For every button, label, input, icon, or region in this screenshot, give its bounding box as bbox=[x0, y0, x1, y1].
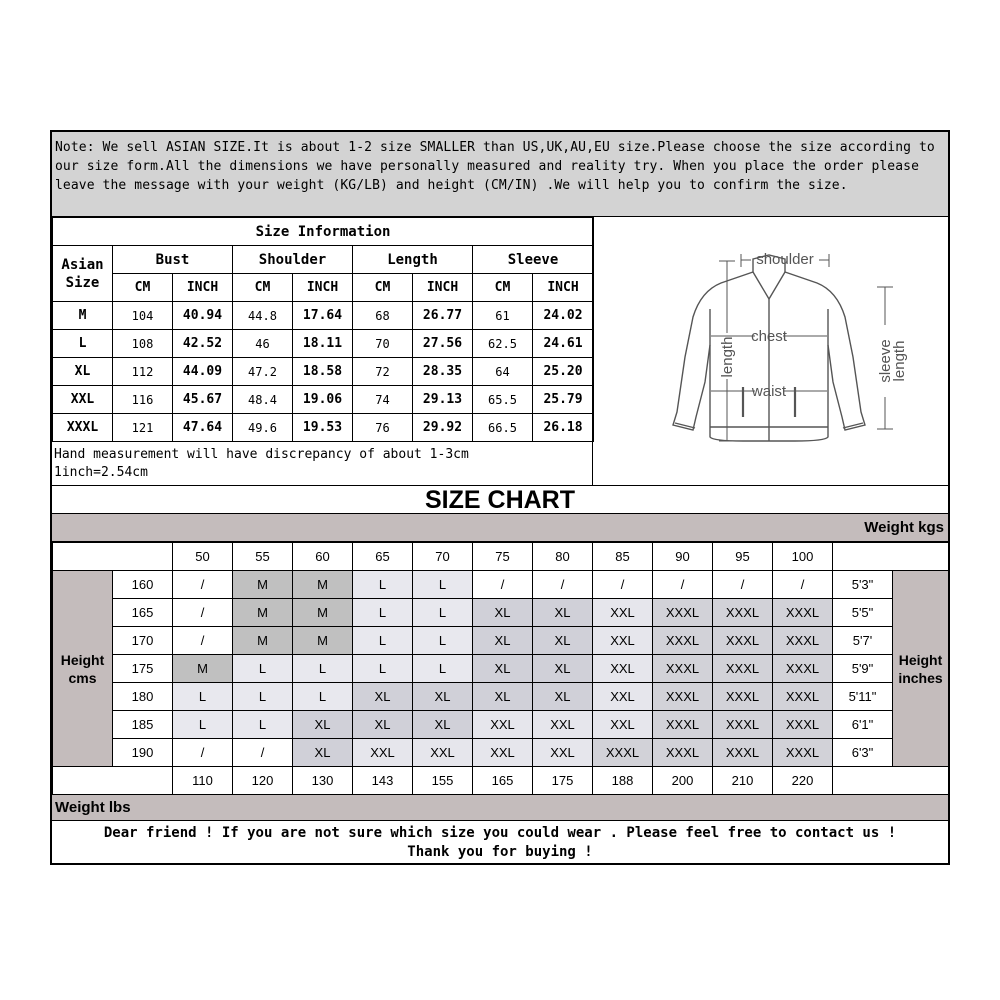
size-recommendation-cell: XXXL bbox=[653, 739, 713, 767]
size-recommendation-cell: XXXL bbox=[773, 655, 833, 683]
size-recommendation-cell: XXL bbox=[533, 739, 593, 767]
size-recommendation-cell: L bbox=[413, 655, 473, 683]
height-row bbox=[53, 627, 949, 655]
length-header: Length bbox=[353, 246, 473, 274]
inch-value: 17.64 bbox=[293, 302, 353, 330]
size-recommendation-cell: L bbox=[413, 571, 473, 599]
size-recommendation-cell: L bbox=[233, 655, 293, 683]
sleeve-header: Sleeve bbox=[473, 246, 594, 274]
weight-lbs-label: Weight lbs bbox=[52, 794, 948, 821]
weight-kg-row bbox=[53, 543, 949, 571]
unit-inch: INCH bbox=[173, 274, 233, 302]
size-info-row bbox=[53, 330, 594, 358]
asian-size-header: Asian Size bbox=[53, 246, 113, 302]
size-recommendation-cell: XXXL bbox=[653, 711, 713, 739]
inch-value: 44.09 bbox=[173, 358, 233, 386]
size-chart-sheet bbox=[50, 130, 950, 865]
size-recommendation-cell: L bbox=[353, 655, 413, 683]
size-recommendation-cell: XL bbox=[533, 683, 593, 711]
weight-kg-cell: 75 bbox=[473, 543, 533, 571]
size-info-row bbox=[53, 414, 594, 442]
cm-value: 61 bbox=[473, 302, 533, 330]
cm-value: 47.2 bbox=[233, 358, 293, 386]
shoulder-header: Shoulder bbox=[233, 246, 353, 274]
inch-value: 47.64 bbox=[173, 414, 233, 442]
cm-value: 112 bbox=[113, 358, 173, 386]
size-recommendation-cell: XL bbox=[473, 627, 533, 655]
size-info-row bbox=[53, 358, 594, 386]
length-label: length bbox=[719, 336, 736, 378]
height-inch-cell: 5'5" bbox=[833, 599, 893, 627]
weight-lbs-cell: 210 bbox=[713, 767, 773, 795]
inch-value: 25.79 bbox=[533, 386, 594, 414]
size-recommendation-cell: XXL bbox=[473, 711, 533, 739]
size-recommendation-cell: M bbox=[293, 571, 353, 599]
size-chart-rows bbox=[53, 543, 949, 795]
size-cell: L bbox=[53, 330, 113, 358]
shoulder-label: shoulder bbox=[756, 251, 814, 268]
weight-lbs-row bbox=[53, 767, 949, 795]
size-recommendation-cell: XXXL bbox=[773, 627, 833, 655]
height-inch-cell: 5'9" bbox=[833, 655, 893, 683]
weight-lbs-cell: 155 bbox=[413, 767, 473, 795]
size-chart-table bbox=[52, 542, 949, 795]
size-recommendation-cell: / bbox=[593, 571, 653, 599]
height-cm-cell: 170 bbox=[113, 627, 173, 655]
size-cell: XL bbox=[53, 358, 113, 386]
cm-value: 116 bbox=[113, 386, 173, 414]
cm-value: 48.4 bbox=[233, 386, 293, 414]
unit-cm: CM bbox=[113, 274, 173, 302]
size-recommendation-cell: XL bbox=[473, 683, 533, 711]
weight-kg-cell: 100 bbox=[773, 543, 833, 571]
unit-inch: INCH bbox=[413, 274, 473, 302]
height-inch-cell: 6'1" bbox=[833, 711, 893, 739]
inch-value: 28.35 bbox=[413, 358, 473, 386]
bust-header: Bust bbox=[113, 246, 233, 274]
height-cm-cell: 165 bbox=[113, 599, 173, 627]
weight-kg-cell: 60 bbox=[293, 543, 353, 571]
inch-value: 18.11 bbox=[293, 330, 353, 358]
blank-cell bbox=[53, 767, 173, 795]
weight-kg-cell: 95 bbox=[713, 543, 773, 571]
size-recommendation-cell: XL bbox=[293, 739, 353, 767]
weight-lbs-cell: 165 bbox=[473, 767, 533, 795]
size-recommendation-cell: XXXL bbox=[653, 655, 713, 683]
cm-value: 44.8 bbox=[233, 302, 293, 330]
chest-label: chest bbox=[751, 328, 787, 345]
size-recommendation-cell: / bbox=[473, 571, 533, 599]
size-recommendation-cell: L bbox=[293, 683, 353, 711]
weight-kg-cell: 55 bbox=[233, 543, 293, 571]
cm-value: 62.5 bbox=[473, 330, 533, 358]
inch-value: 40.94 bbox=[173, 302, 233, 330]
size-note: Note: We sell ASIAN SIZE.It is about 1-2 size SMALLER than US,UK,AU,EU size.Please choose the size according to our size form.All the dimensions we have personally measured and reality try. When you place the order please leave the message with your weight (KG/LB) and height (CM/IN) .We will help you to confirm the size. bbox=[52, 132, 948, 217]
size-recommendation-cell: XL bbox=[533, 599, 593, 627]
height-inches-label-line-1: Height bbox=[898, 651, 943, 668]
size-recommendation-cell: XL bbox=[353, 711, 413, 739]
size-recommendation-cell: XXXL bbox=[593, 739, 653, 767]
size-recommendation-cell: XL bbox=[413, 683, 473, 711]
size-recommendation-cell: XXXL bbox=[713, 739, 773, 767]
size-recommendation-cell: XL bbox=[413, 711, 473, 739]
cm-value: 65.5 bbox=[473, 386, 533, 414]
size-recommendation-cell: XXXL bbox=[713, 683, 773, 711]
size-recommendation-cell: L bbox=[353, 599, 413, 627]
cm-value: 66.5 bbox=[473, 414, 533, 442]
height-cms-label bbox=[53, 571, 113, 767]
size-recommendation-cell: / bbox=[173, 599, 233, 627]
inch-value: 26.18 bbox=[533, 414, 594, 442]
height-cms-label-line-2: cms bbox=[68, 669, 97, 686]
height-row bbox=[53, 711, 949, 739]
weight-lbs-cell: 110 bbox=[173, 767, 233, 795]
size-recommendation-cell: L bbox=[353, 571, 413, 599]
inch-value: 18.58 bbox=[293, 358, 353, 386]
size-recommendation-cell: L bbox=[173, 711, 233, 739]
size-recommendation-cell: / bbox=[173, 571, 233, 599]
size-recommendation-cell: L bbox=[233, 683, 293, 711]
height-inch-cell: 5'3" bbox=[833, 571, 893, 599]
size-recommendation-cell: XXL bbox=[533, 711, 593, 739]
size-recommendation-cell: XXL bbox=[593, 599, 653, 627]
size-recommendation-cell: XL bbox=[533, 627, 593, 655]
inch-value: 26.77 bbox=[413, 302, 473, 330]
size-recommendation-cell: / bbox=[713, 571, 773, 599]
size-recommendation-cell: L bbox=[173, 683, 233, 711]
height-inches-label bbox=[893, 571, 949, 767]
size-recommendation-cell: M bbox=[233, 571, 293, 599]
weight-lbs-cell: 143 bbox=[353, 767, 413, 795]
waist-label: waist bbox=[751, 383, 787, 400]
unit-inch: INCH bbox=[533, 274, 594, 302]
height-inches-label-line-2: inches bbox=[898, 669, 943, 686]
size-recommendation-cell: XL bbox=[533, 655, 593, 683]
size-recommendation-cell: M bbox=[233, 599, 293, 627]
weight-kgs-label: Weight kgs bbox=[52, 514, 948, 542]
size-recommendation-cell: / bbox=[233, 739, 293, 767]
height-cm-cell: 180 bbox=[113, 683, 173, 711]
size-recommendation-cell: XXXL bbox=[773, 683, 833, 711]
inch-value: 42.52 bbox=[173, 330, 233, 358]
height-row bbox=[53, 571, 949, 599]
sleeve-length-label: length bbox=[891, 340, 908, 382]
size-recommendation-cell: L bbox=[413, 599, 473, 627]
weight-kg-cell: 90 bbox=[653, 543, 713, 571]
size-information-title: Size Information bbox=[53, 218, 594, 246]
size-chart-title: SIZE CHART bbox=[52, 485, 948, 514]
cm-value: 72 bbox=[353, 358, 413, 386]
height-inch-cell: 6'3" bbox=[833, 739, 893, 767]
size-recommendation-cell: XXL bbox=[473, 739, 533, 767]
size-recommendation-cell: L bbox=[233, 711, 293, 739]
size-information-table bbox=[52, 217, 594, 442]
footer-message bbox=[52, 821, 948, 863]
size-info-rows bbox=[53, 302, 594, 442]
inch-value: 19.06 bbox=[293, 386, 353, 414]
size-recommendation-cell: XL bbox=[473, 599, 533, 627]
cm-value: 64 bbox=[473, 358, 533, 386]
size-recommendation-cell: XL bbox=[293, 711, 353, 739]
weight-lbs-cell: 200 bbox=[653, 767, 713, 795]
size-recommendation-cell: XXXL bbox=[713, 627, 773, 655]
inch-conversion-line: 1inch=2.54cm bbox=[54, 465, 148, 480]
blank-cell bbox=[833, 543, 949, 571]
size-recommendation-cell: XXXL bbox=[773, 599, 833, 627]
cm-value: 68 bbox=[353, 302, 413, 330]
size-recommendation-cell: XL bbox=[473, 655, 533, 683]
weight-lbs-cell: 120 bbox=[233, 767, 293, 795]
height-cm-cell: 185 bbox=[113, 711, 173, 739]
size-cell: XXL bbox=[53, 386, 113, 414]
size-recommendation-cell: XXL bbox=[593, 655, 653, 683]
size-info-row bbox=[53, 386, 594, 414]
size-recommendation-cell: XXL bbox=[413, 739, 473, 767]
weight-kg-cell: 50 bbox=[173, 543, 233, 571]
weight-kg-cell: 70 bbox=[413, 543, 473, 571]
cm-value: 46 bbox=[233, 330, 293, 358]
height-inch-cell: 5'7' bbox=[833, 627, 893, 655]
inch-value: 45.67 bbox=[173, 386, 233, 414]
size-recommendation-cell: L bbox=[413, 627, 473, 655]
footer-line-1: Dear friend ! If you are not sure which size you could wear . Please feel free to contact us ! bbox=[103, 825, 897, 841]
hand-measurement-note bbox=[52, 441, 592, 485]
cm-value: 108 bbox=[113, 330, 173, 358]
inch-value: 19.53 bbox=[293, 414, 353, 442]
size-recommendation-cell: L bbox=[293, 655, 353, 683]
hand-measurement-line: Hand measurement will have discrepancy of about 1-3cm bbox=[54, 447, 469, 462]
weight-kg-cell: 80 bbox=[533, 543, 593, 571]
inch-value: 24.02 bbox=[533, 302, 594, 330]
height-row bbox=[53, 739, 949, 767]
sleeve-label: sleeve bbox=[877, 339, 894, 383]
unit-inch: INCH bbox=[293, 274, 353, 302]
cm-value: 121 bbox=[113, 414, 173, 442]
blank-cell bbox=[53, 543, 173, 571]
size-info-row bbox=[53, 302, 594, 330]
size-information-panel bbox=[52, 217, 593, 485]
size-recommendation-cell: XXXL bbox=[653, 683, 713, 711]
size-recommendation-cell: M bbox=[293, 599, 353, 627]
unit-cm: CM bbox=[473, 274, 533, 302]
blank-cell bbox=[833, 767, 949, 795]
size-recommendation-cell: / bbox=[653, 571, 713, 599]
unit-cm: CM bbox=[353, 274, 413, 302]
size-recommendation-cell: XXXL bbox=[653, 627, 713, 655]
size-recommendation-cell: XXXL bbox=[713, 599, 773, 627]
height-cm-cell: 175 bbox=[113, 655, 173, 683]
weight-lbs-cell: 188 bbox=[593, 767, 653, 795]
size-recommendation-cell: / bbox=[173, 739, 233, 767]
cm-value: 104 bbox=[113, 302, 173, 330]
size-recommendation-cell: XXL bbox=[593, 711, 653, 739]
weight-kg-cell: 65 bbox=[353, 543, 413, 571]
weight-lbs-cell: 220 bbox=[773, 767, 833, 795]
size-recommendation-cell: XXXL bbox=[653, 599, 713, 627]
size-recommendation-cell: XXL bbox=[593, 627, 653, 655]
inch-value: 24.61 bbox=[533, 330, 594, 358]
size-recommendation-cell: / bbox=[173, 627, 233, 655]
height-row bbox=[53, 683, 949, 711]
size-recommendation-cell: XXXL bbox=[773, 739, 833, 767]
inch-value: 27.56 bbox=[413, 330, 473, 358]
weight-lbs-cell: 130 bbox=[293, 767, 353, 795]
jacket-measurement-diagram bbox=[593, 217, 948, 485]
size-recommendation-cell: XXL bbox=[593, 683, 653, 711]
cm-value: 74 bbox=[353, 386, 413, 414]
size-cell: XXXL bbox=[53, 414, 113, 442]
inch-value: 25.20 bbox=[533, 358, 594, 386]
size-recommendation-cell: L bbox=[353, 627, 413, 655]
inch-value: 29.92 bbox=[413, 414, 473, 442]
weight-lbs-cell: 175 bbox=[533, 767, 593, 795]
height-cm-cell: 190 bbox=[113, 739, 173, 767]
inch-value: 29.13 bbox=[413, 386, 473, 414]
size-recommendation-cell: XXXL bbox=[773, 711, 833, 739]
cm-value: 70 bbox=[353, 330, 413, 358]
size-recommendation-cell: XXL bbox=[353, 739, 413, 767]
height-inch-cell: 5'11" bbox=[833, 683, 893, 711]
size-recommendation-cell: XXXL bbox=[713, 655, 773, 683]
size-recommendation-cell: / bbox=[533, 571, 593, 599]
size-recommendation-cell: XL bbox=[353, 683, 413, 711]
cm-value: 49.6 bbox=[233, 414, 293, 442]
size-cell: M bbox=[53, 302, 113, 330]
size-recommendation-cell: XXXL bbox=[713, 711, 773, 739]
size-recommendation-cell: M bbox=[293, 627, 353, 655]
size-recommendation-cell: M bbox=[233, 627, 293, 655]
size-recommendation-cell: / bbox=[773, 571, 833, 599]
height-row bbox=[53, 599, 949, 627]
unit-cm: CM bbox=[233, 274, 293, 302]
weight-kg-cell: 85 bbox=[593, 543, 653, 571]
jacket-illustration bbox=[593, 217, 948, 485]
cm-value: 76 bbox=[353, 414, 413, 442]
height-cms-label-line-1: Height bbox=[60, 651, 105, 668]
height-row bbox=[53, 655, 949, 683]
size-recommendation-cell: M bbox=[173, 655, 233, 683]
footer-line-2: Thank you for buying ! bbox=[407, 844, 593, 860]
height-cm-cell: 160 bbox=[113, 571, 173, 599]
